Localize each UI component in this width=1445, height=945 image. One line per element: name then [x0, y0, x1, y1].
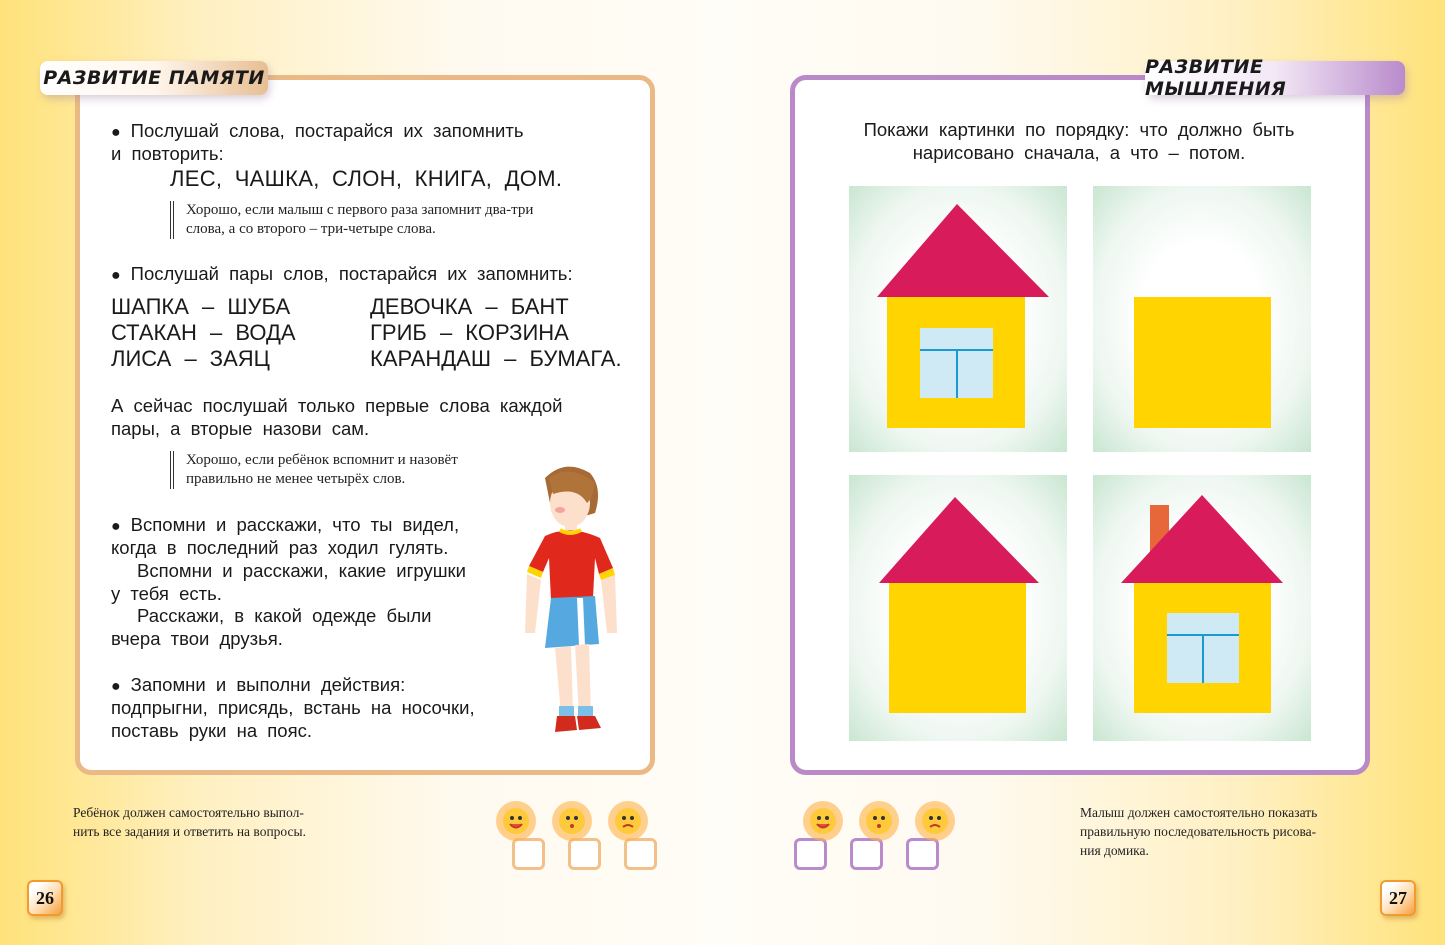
- note-line: Хорошо, если ребёнок вспомнит и назовёт: [186, 452, 458, 468]
- task3-line: вчера твои друзья.: [111, 628, 283, 649]
- note-line: ния домика.: [1080, 843, 1149, 858]
- boy-illustration: [515, 458, 625, 738]
- left-page: [0, 0, 722, 945]
- checkbox[interactable]: [906, 838, 939, 870]
- task1-words: ЛЕС, ЧАШКА, СЛОН, КНИГА, ДОМ.: [170, 166, 563, 191]
- self-assessment-left: [495, 800, 649, 872]
- rating-option-sad[interactable]: [914, 800, 956, 872]
- note-line: Ребёнок должен самостоятельно выпол-: [73, 805, 304, 820]
- checkbox[interactable]: [624, 838, 657, 870]
- task3-line: Расскажи, в какой одежде были: [137, 605, 432, 626]
- checkbox[interactable]: [850, 838, 883, 870]
- right-parent-note: [1080, 803, 1317, 860]
- rating-option-sad[interactable]: [607, 800, 649, 872]
- picture-card-1[interactable]: [849, 186, 1067, 452]
- task2-instruction: ● Послушай пары слов, постарайся их запомнить:: [111, 262, 573, 287]
- section-title-memory: РАЗВИТИЕ ПАМЯТИ: [40, 61, 268, 95]
- right-page: [722, 0, 1445, 945]
- word-pair: ЛИСА – ЗАЯЦ: [111, 346, 270, 371]
- note-line: Хорошо, если малыш с первого раза запомнит два-три: [186, 202, 534, 218]
- left-parent-note: [73, 803, 306, 841]
- task3-line: когда в последний раз ходил гулять.: [111, 537, 449, 558]
- picture-card-4[interactable]: [1093, 475, 1311, 741]
- picture-card-3[interactable]: [849, 475, 1067, 741]
- task4-line: поставь руки на пояс.: [111, 720, 312, 741]
- sun-happy-icon: [802, 800, 844, 842]
- house-no-window-icon: [849, 475, 1067, 741]
- house-with-chimney-icon: [1093, 475, 1311, 741]
- word-pair: ДЕВОЧКА – БАНТ: [370, 294, 569, 319]
- task1-parent-note: [170, 201, 533, 239]
- task2-followup: А сейчас послушай только первые слова каждой: [111, 395, 563, 416]
- task3-line: ● Вспомни и расскажи, что ты видел,: [111, 513, 459, 538]
- word-pair: ШАПКА – ШУБА: [111, 294, 291, 319]
- task1-instruction: ● Послушай слова, постарайся их запомнить: [111, 119, 524, 144]
- sun-happy-icon: [495, 800, 537, 842]
- rating-option-happy[interactable]: [495, 800, 537, 872]
- word-pairs-right: [370, 294, 622, 372]
- word-pair: СТАКАН – ВОДА: [111, 320, 296, 345]
- checkbox[interactable]: [794, 838, 827, 870]
- yellow-square-icon: [1093, 186, 1311, 452]
- task3-line: Вспомни и расскажи, какие игрушки: [137, 560, 466, 581]
- note-line: правильную последовательность рисова-: [1080, 824, 1317, 839]
- instruction: Покажи картинки по порядку: что должно быть: [863, 119, 1295, 140]
- checkbox[interactable]: [512, 838, 545, 870]
- word-pair: ГРИБ – КОРЗИНА: [370, 320, 569, 345]
- rating-option-neutral[interactable]: [858, 800, 900, 872]
- sun-sad-icon: [607, 800, 649, 842]
- section-title-thinking: РАЗВИТИЕ МЫШЛЕНИЯ: [1145, 61, 1405, 95]
- note-line: слова, а со второго – три-четыре слова.: [186, 221, 436, 237]
- rating-option-neutral[interactable]: [551, 800, 593, 872]
- sun-neutral-icon: [858, 800, 900, 842]
- checkbox[interactable]: [568, 838, 601, 870]
- instruction-cont: нарисовано сначала, а что – потом.: [912, 142, 1246, 163]
- sun-neutral-icon: [551, 800, 593, 842]
- task2-parent-note: [170, 451, 458, 489]
- house-with-window-icon: [849, 186, 1067, 452]
- task3-line: у тебя есть.: [111, 583, 222, 604]
- page-number: 26: [27, 880, 63, 916]
- page-number: 27: [1380, 880, 1416, 916]
- picture-card-2[interactable]: [1093, 186, 1311, 452]
- task4-line: ● Запомни и выполни действия:: [111, 673, 405, 698]
- word-pairs-left: [111, 294, 296, 372]
- self-assessment-right: [802, 800, 956, 872]
- task2-followup-cont: пары, а вторые назови сам.: [111, 418, 370, 439]
- sun-sad-icon: [914, 800, 956, 842]
- task4-line: подпрыгни, присядь, встань на носочки,: [111, 697, 475, 718]
- note-line: правильно не менее четырёх слов.: [186, 471, 406, 487]
- note-line: Малыш должен самостоятельно показать: [1080, 805, 1318, 820]
- note-line: нить все задания и ответить на вопросы.: [73, 824, 306, 839]
- word-pair: КАРАНДАШ – БУМАГА.: [370, 346, 622, 371]
- rating-option-happy[interactable]: [802, 800, 844, 872]
- task1-instruction-cont: и повторить:: [111, 143, 224, 164]
